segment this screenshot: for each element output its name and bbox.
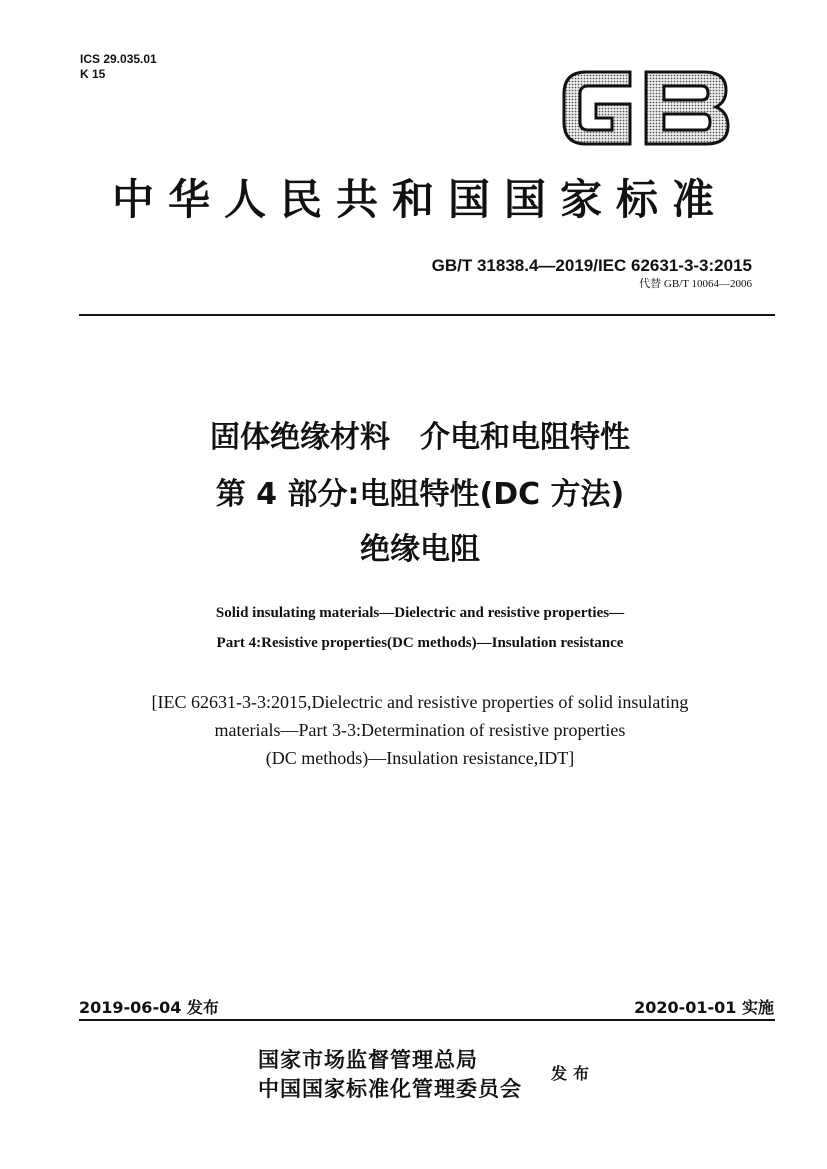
chinese-title-line-1: 固体绝缘材料 介电和电阻特性 <box>210 420 630 455</box>
standard-number: GB/T 31838.4—2019/IEC 62631-3-3:2015 <box>431 256 752 275</box>
issuer-line-2: 中国国家标准化管理委员会 <box>258 1077 522 1101</box>
english-title-line-1: Solid insulating materials—Dielectric and resistive properties— <box>215 605 625 621</box>
ics-code: ICS 29.035.01 <box>80 52 157 66</box>
iec-reference-line-1: [IEC 62631-3-3:2015,Dielectric and resistive properties of solid insulating <box>151 692 689 712</box>
issue-date: 2019-06-04 发布 <box>79 998 219 1017</box>
header-divider <box>79 314 775 316</box>
iec-reference-line-3: (DC methods)—Insulation resistance,IDT] <box>265 748 575 768</box>
footer-divider <box>79 1019 775 1021</box>
implementation-date: 2020-01-01 实施 <box>634 998 774 1017</box>
ccs-code: K 15 <box>80 67 106 81</box>
classification-codes <box>80 52 157 82</box>
gb-logo <box>556 62 734 154</box>
publish-label: 发布 <box>551 1064 596 1083</box>
issuer-line-1: 国家市场监督管理总局 <box>258 1048 478 1072</box>
chinese-title-line-3: 绝缘电阻 <box>360 532 480 567</box>
iec-reference-line-2: materials—Part 3-3:Determination of resistive properties <box>214 720 626 740</box>
replaces-standard: 代替 GB/T 10064—2006 <box>639 278 752 290</box>
english-title-line-2: Part 4:Resistive properties(DC methods)—Insulation resistance <box>216 635 624 651</box>
chinese-title-line-2: 第 4 部分:电阻特性(DC 方法) <box>215 477 625 512</box>
national-standard-title: 中华人民共和国国家标准 <box>111 175 728 224</box>
